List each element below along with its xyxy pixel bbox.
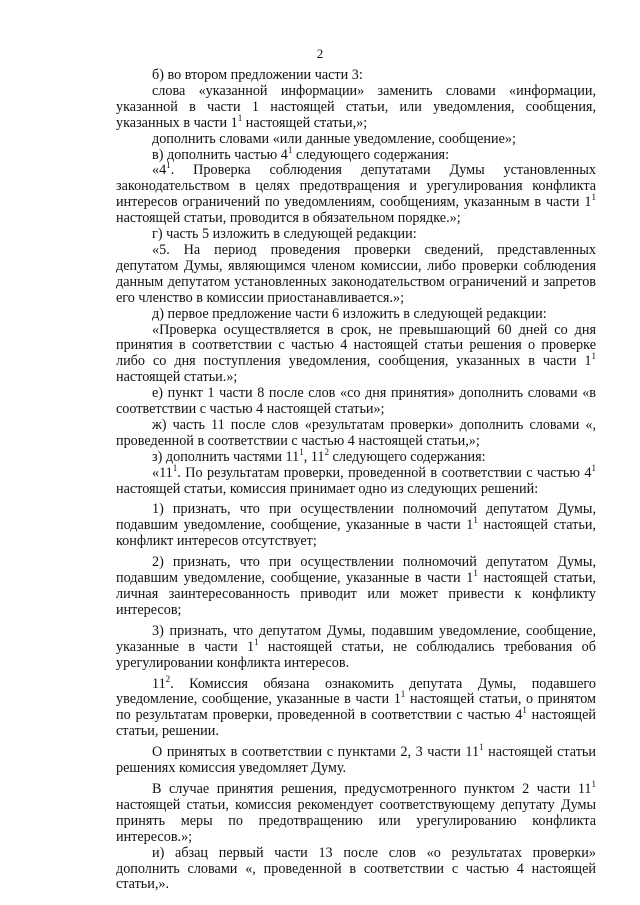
superscript: 1 [166,160,171,171]
paragraph [116,132,596,148]
superscript: 1 [473,515,478,526]
paragraph-text: и) абзац первый части 13 после слов «о результатах проверки» дополнить словами «, проведенной в соответствии с частью 4 настоящей статьи,». [116,844,596,893]
paragraph-text: В случае принятия решения, предусмотренного пунктом 2 части 11 [152,780,592,797]
paragraph-text: настоящей статьи, личная заинтересованность приводит или может привести к конфликту интересов; [116,570,596,618]
paragraph [116,160,596,227]
paragraph-text: О принятых в соответствии с пунктами 2, 3 части 11 [152,744,480,761]
paragraph [116,778,596,846]
paragraph [116,323,596,387]
superscript: 1 [591,778,596,789]
paragraph-text: настоящей статьи,»; [242,114,368,131]
paragraph [116,227,596,243]
superscript: 1 [479,742,484,753]
paragraph-text: 2) признать, что при осуществлении полномочий депутатом Думы, подавшим уведомление, сообщение, указанные в части 1 [116,554,596,587]
paragraph [116,673,597,741]
paragraph-text: настоящей статьи, проводится в обязательном порядке.»; [116,210,461,227]
paragraph-text: «11 [152,464,173,481]
superscript: 1 [522,705,527,716]
superscript: 1 [591,462,596,473]
paragraph-text: настоящей статьи, конфликт интересов отсутствует; [116,517,596,550]
paragraph-text: настоящей статьи, решении. [116,707,596,740]
paragraph [116,418,596,450]
paragraph [116,84,596,132]
paragraph-text: «4 [152,162,167,179]
paragraph-text: ж) часть 11 после слов «результатам проверки» дополнить словами «, проведенной в соответствии с частью 4 настоящей статьи,»; [116,416,596,449]
superscript: 2 [324,446,329,457]
paragraph-text: б) во втором предложении части 3: [152,67,363,83]
paragraph [116,462,596,498]
paragraph [116,555,596,619]
paragraph-text: следующего содержания: [328,448,486,465]
paragraph-text: настоящей статьи решениях комиссия уведомляет Думу. [116,744,596,777]
paragraph-text: , 11 [303,448,325,465]
paragraph-text: «5. На период проведения проверки сведений, представленных депутатом Думы, являющимся членом комиссии, либо проверки соблюдения данным депутатом установленных законодательством ограничений и запретов его членство в комиссии приостанавливается.»; [116,241,596,306]
superscript: 1 [299,446,304,457]
paragraph-text: слова «указанной информации» заменить словами «информации, указанной в части 1 настоящей статьи, или уведомления, сообщения, указанных в части 1 [116,82,596,131]
paragraph-text: . Комиссия обязана ознакомить депутата Думы, подавшего уведомление, сообщение, указанные в части 1 [116,675,596,708]
page-number: 2 [316,46,324,61]
paragraph-text: . По результатам проверки, проведенной в соответствии с частью 4 [177,464,592,481]
paragraph [116,68,596,84]
paragraph-text: настоящей статьи, не соблюдались требования об урегулировании конфликта интересов. [116,638,596,671]
paragraph-text: . Проверка соблюдения депутатами Думы установленных законодательством в целях предотвращения и урегулирования конфликта интересов ограничений по уведомлениям, сообщениям, указанным в части 1 [116,162,596,211]
superscript: 1 [237,112,243,123]
paragraph-text: в) дополнить частью 4 [152,146,288,163]
superscript: 1 [254,636,259,647]
paragraph [116,446,596,466]
paragraph-text: д) первое предложение части 6 изложить в следующей редакции: [152,305,547,322]
paragraph-text: 11 [152,675,166,692]
superscript: 1 [591,192,596,203]
paragraph-text: 3) признать, что депутатом Думы, подавшим уведомление, сообщение, указанные в части 1 [116,622,596,655]
paragraph [116,307,596,323]
paragraph [116,742,596,777]
paragraph-text: следующего содержания: [292,146,450,163]
paragraph-text: настоящей статьи, комиссия рекомендует соответствующему депутату Думы принять меры по предотвращению или урегулированию конфликта интересов.»; [116,796,596,845]
paragraph-text: настоящей статьи, о принятом по результатам проверки, проведенной в соответствии с частью 4 [116,691,597,724]
paragraph-text: дополнить словами «или данные уведомление, сообщение»; [152,130,516,147]
paragraph-text: г) часть 5 изложить в следующей редакции: [152,226,417,243]
paragraph-text: настоящей статьи, комиссия принимает одно из следующих решений: [116,480,539,497]
paragraph-text: 1) признать, что при осуществлении полномочий депутатом Думы, подавшим уведомление, сообщение, указанные в части 1 [116,501,596,534]
paragraph [116,502,596,550]
paragraph-text: е) пункт 1 части 8 после слов «со дня принятия» дополнить словами «в соответствии с частью 4 настоящей статьи»; [116,385,596,418]
superscript: 1 [473,568,478,579]
superscript: 1 [172,462,178,473]
paragraph-text: «Проверка осуществляется в срок, не превышающий 60 дней со дня принятия в соответствии с частью 4 настоящей статьи решения о проверке либо со дня поступления уведомления, сообщения, указанных в части 1 [116,321,596,370]
superscript: 2 [165,673,171,684]
paragraph [116,624,596,672]
paragraph-text: настоящей статьи.»; [116,369,238,386]
superscript: 1 [591,351,596,362]
superscript: 1 [400,689,406,700]
paragraph [116,386,596,418]
superscript: 1 [287,144,293,155]
paragraph [116,846,596,894]
paragraph-text: з) дополнить частями 11 [152,448,300,465]
document-body [116,68,596,893]
paragraph [116,243,596,307]
